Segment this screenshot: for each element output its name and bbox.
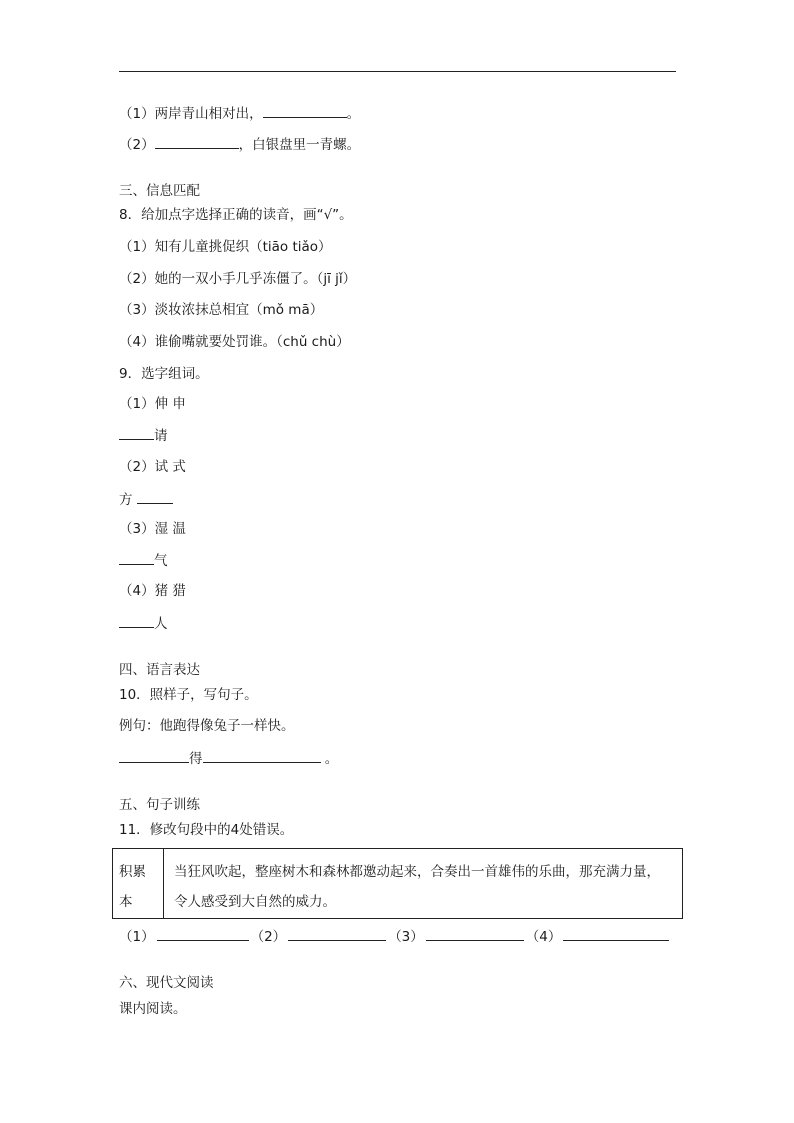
answer-blank[interactable] [119, 749, 189, 763]
answer-blank[interactable] [203, 749, 321, 763]
q11-answer-row [119, 927, 671, 946]
q9-group-3-label: （3）湿 温 [119, 521, 186, 537]
section-6-title: 六、现代文阅读 [119, 975, 214, 991]
q11-answer-label-1: （1） [119, 929, 155, 945]
table-key-line-1: 积累 [119, 864, 146, 880]
q7-item-2 [119, 135, 360, 154]
answer-blank[interactable] [119, 426, 154, 440]
section-4-title: 四、语言表达 [119, 662, 200, 678]
answer-blank[interactable] [563, 927, 669, 941]
q8-item-3: （3）淡妆浓抹总相宜（mǒ mā） [119, 302, 324, 318]
table-passage-line-2: 令人感受到大自然的威力。 [174, 894, 336, 910]
section-6-subtitle: 课内阅读。 [119, 1001, 187, 1017]
q10-stem: 10．照样子，写句子。 [119, 687, 258, 703]
q11-answer-label-3: （3） [388, 929, 424, 945]
q9-group-1-label: （1）伸 申 [119, 396, 186, 412]
q7-item-1-prefix: （1）两岸青山相对出， [119, 106, 263, 122]
q8-item-2: （2）她的一双小手几乎冻僵了。（jī jǐ） [119, 271, 357, 287]
q11-passage-table [112, 848, 683, 919]
q7-item-2-suffix: ，白银盘里一青螺。 [238, 137, 361, 153]
table-passage-line-1: 当狂风吹起，整座树木和森林都邀动起来，合奏出一首雄伟的乐曲，那充满力量， [174, 864, 660, 880]
table-key-cell [113, 849, 164, 919]
q8-item-1: （1）知有儿童挑促织（tiāo tiǎo） [119, 239, 332, 255]
table-key-line-2: 本 [119, 894, 133, 910]
answer-blank[interactable] [119, 551, 154, 565]
q9-group-2-prefix: 方 [119, 492, 137, 508]
q9-group-4-suffix: 人 [154, 616, 168, 632]
answer-blank[interactable] [288, 927, 386, 941]
q9-stem: 9．选字组词。 [119, 366, 209, 382]
q9-group-1-suffix: 请 [154, 428, 168, 444]
q9-group-3-answer [119, 551, 168, 570]
header-rule [119, 71, 676, 72]
q7-item-1 [119, 104, 360, 123]
q9-group-2-answer [119, 490, 173, 509]
q8-item-4: （4）谁偷嘴就要处罚谁。（chǔ chù） [119, 334, 350, 350]
answer-blank[interactable] [157, 927, 249, 941]
q10-pattern [119, 749, 338, 768]
q8-stem: 8．给加点字选择正确的读音，画“√”。 [119, 207, 353, 223]
q9-group-1-answer [119, 426, 168, 445]
q9-group-2-label: （2）试 式 [119, 459, 186, 475]
q10-pattern-mid: 得 [189, 751, 203, 767]
q10-example: 例句：他跑得像兔子一样快。 [119, 718, 295, 734]
q9-group-4-answer [119, 614, 168, 633]
answer-blank[interactable] [119, 614, 154, 628]
q9-group-3-suffix: 气 [154, 553, 168, 569]
q11-answer-label-4: （4） [525, 929, 562, 945]
q11-answer-label-2: （2） [250, 929, 287, 945]
answer-blank[interactable] [426, 927, 524, 941]
answer-blank[interactable] [137, 490, 173, 504]
q9-group-4-label: （4）猪 猎 [119, 583, 186, 599]
q7-item-1-suffix: 。 [346, 106, 361, 122]
q10-pattern-end: 。 [320, 751, 339, 767]
q7-item-2-prefix: （2） [119, 137, 155, 153]
answer-blank[interactable] [263, 104, 347, 118]
section-5-title: 五、句子训练 [119, 797, 200, 813]
q11-stem: 11．修改句段中的4处错误。 [119, 822, 294, 838]
answer-blank[interactable] [155, 135, 239, 149]
table-passage-cell [164, 849, 683, 919]
section-3-title: 三、信息匹配 [119, 183, 200, 199]
